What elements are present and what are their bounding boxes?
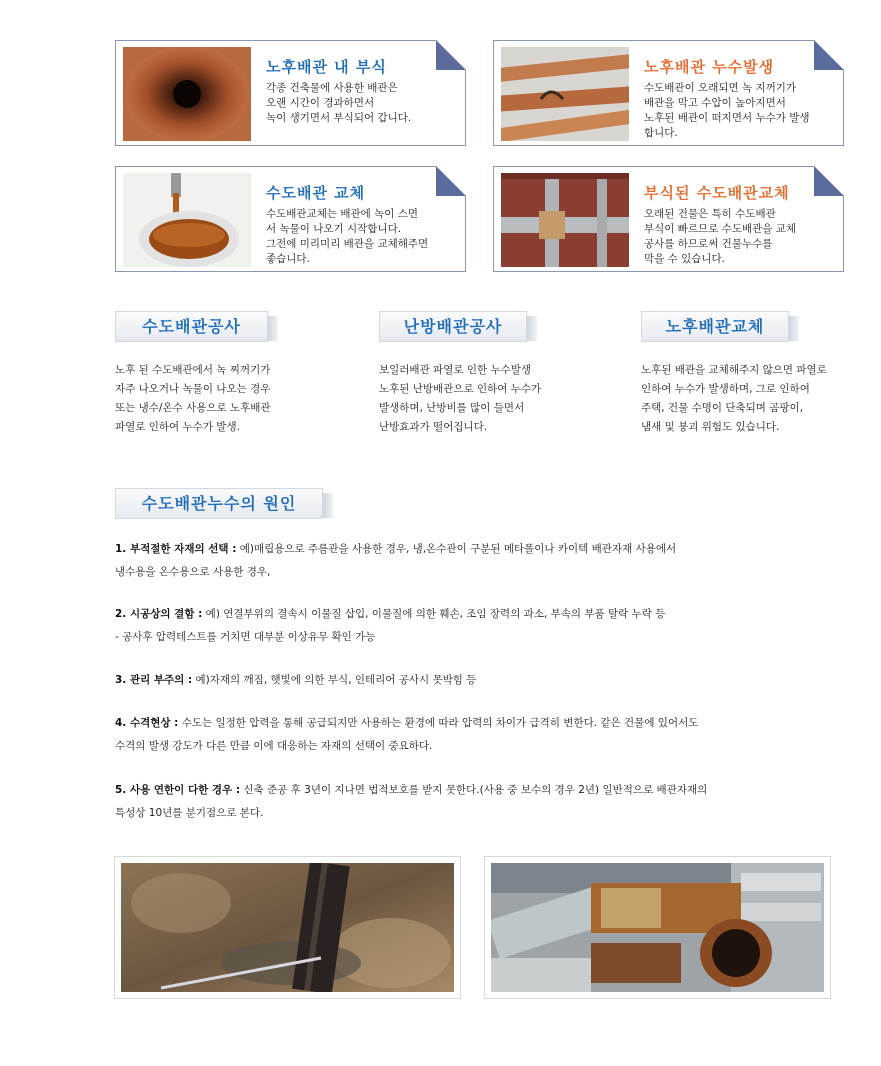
cause-text: [115, 717, 698, 752]
section-text-water-pipe: [115, 361, 355, 437]
tab-old-pipe-replacement: [641, 311, 789, 342]
tab-leak-causes: [115, 488, 323, 519]
section-line: 노후된 난방배관으로 인하여 누수가: [379, 383, 542, 395]
desc-line: 오래된 건물은 특히 수도배관: [644, 208, 776, 220]
buried-pipe-photo: [121, 863, 454, 992]
cause-item: [115, 669, 845, 692]
tab-shadow: [789, 316, 799, 341]
section-text-old-pipe: [641, 361, 881, 437]
card-corrosion: [115, 40, 466, 146]
tab-label: 노후배관교체: [665, 317, 765, 336]
section-line: 냄새 및 붕괴 위험도 있습니다.: [641, 421, 780, 433]
section-line: 보일러배관 파열로 인한 누수발생: [379, 364, 532, 376]
cause-label: 2. 시공상의 결함 :: [115, 608, 203, 620]
cause-text-line: 수격의 발생 강도가 다른 만큼 이에 대응하는 자재의 선택이 중요하다.: [115, 740, 433, 752]
cause-text: 예)매립용으로 주름관을 사용한 경우, 냉,온수관이 구분된 메타폴이나 카이텍 배관자재 사용에서: [239, 543, 677, 555]
cause-label: 4. 수격현상 :: [115, 717, 179, 729]
cause-text-line: 신축 준공 후 3년이 지나면 법적보호를 받지 못한다.(사용 중 보수의 경우 2년) 일반적으로 배관자재의: [243, 784, 708, 796]
desc-line: 노후된 배관이 떠지면서 누수가 발생: [644, 112, 810, 124]
cause-item: [115, 779, 845, 825]
desc-line: 합니다.: [644, 127, 678, 139]
cause-item: [115, 603, 845, 649]
tab-label: 수도배관누수의 원인: [141, 494, 297, 513]
tab-heating-pipe-work: [379, 311, 527, 342]
section-line: 자주 나오거나 녹물이 나오는 경우: [115, 383, 271, 395]
desc-line: 배관을 막고 수압이 높아지면서: [644, 97, 786, 109]
desc-line: 공사를 하므로써 건물누수를: [644, 238, 773, 250]
card-leak: [493, 40, 844, 146]
desc-line: 녹이 생기면서 부식되어 갑니다.: [266, 112, 412, 124]
cause-text-line: 예) 연결부위의 결속시 이물질 삽입, 이물질에 의한 훼손, 조임 장력의 과소, 부속의 부품 탈락 누락 등: [205, 608, 666, 620]
desc-line: 수도배관이 오래되면 녹 지꺼기가: [644, 82, 797, 94]
rusty-water-image: [123, 173, 251, 267]
tab-shadow: [268, 316, 278, 341]
cause-text: 예)자재의 깨짐, 햇빛에 의한 부식, 인테리어 공사시 못박힘 등: [195, 674, 477, 686]
cause-text-line: - 공사후 압력테스트를 거치면 대부분 이상유무 확인 가능: [115, 631, 376, 643]
desc-line: 오랜 시간이 경과하면서: [266, 97, 375, 109]
section-line: 노후 된 수도배관에서 녹 찌꺼기가: [115, 364, 271, 376]
page-fold-icon: [814, 40, 844, 70]
desc-line: 그전에 미리미리 배관을 교체해주면: [266, 238, 429, 250]
card-corroded-replacement: [493, 166, 844, 272]
card-title: 노후배관 내 부식: [266, 58, 387, 76]
tab-shadow: [323, 493, 333, 518]
card-description: [266, 81, 458, 126]
corroded-pipe-joint-image: [501, 173, 629, 267]
page-fold-icon: [814, 166, 844, 196]
cause-label: 5. 사용 연한이 다한 경우 :: [115, 784, 241, 796]
section-line: 파열로 인하여 누수가 발생.: [115, 421, 240, 433]
section-line: 주택, 건물 수명이 단축되며 곰팡이,: [641, 402, 804, 414]
section-line: 또는 냉수/온수 사용으로 노후배관: [115, 402, 271, 414]
card-replacement: [115, 166, 466, 272]
desc-line: 막을 수 있습니다.: [644, 253, 726, 265]
card-description: [266, 207, 458, 267]
photo-rusty-pipes: [484, 856, 831, 999]
card-title: 수도배관 교체: [266, 184, 366, 202]
section-text-heating-pipe: [379, 361, 619, 437]
desc-line: 좋습니다.: [266, 253, 310, 265]
section-line: 발생하며, 난방비를 많이 들면서: [379, 402, 525, 414]
tab-water-pipe-work: [115, 311, 268, 342]
cause-item: [115, 538, 845, 584]
tab-shadow: [527, 316, 537, 341]
corroded-pipe-image: [123, 47, 251, 141]
desc-line: 각종 건축물에 사용한 배관은: [266, 82, 398, 94]
leaking-pipe-image: [501, 47, 629, 141]
cause-item: [115, 712, 845, 758]
desc-line: 수도배관교체는 배관에 녹이 스면: [266, 208, 419, 220]
cause-text-line: 특성상 10년를 분기점으로 본다.: [115, 807, 264, 819]
tab-label: 수도배관공사: [142, 317, 241, 336]
cause-text: 냉수용을 온수용으로 사용한 경우,: [115, 566, 271, 578]
rusty-pipes-photo: [491, 863, 824, 992]
page-fold-icon: [436, 40, 466, 70]
section-line: 난방효과가 떨어집니다.: [379, 421, 488, 433]
cause-label: 1. 부적절한 자재의 선택 :: [115, 543, 237, 555]
section-line: 인하여 누수가 발생하며, 그로 인하여: [641, 383, 810, 395]
card-title: 노후배관 누수발생: [644, 58, 775, 76]
cause-label: 3. 관리 부주의 :: [115, 674, 193, 686]
cause-text-line: 수도는 일정한 압력을 통해 공급되지만 사용하는 환경에 따라 압력의 차이가 급격히 변한다. 같은 건물에 있어서도: [181, 717, 699, 729]
page-fold-icon: [436, 166, 466, 196]
card-description: [644, 207, 836, 267]
card-description: [644, 81, 836, 141]
card-title: 부식된 수도배관교체: [644, 184, 790, 202]
desc-line: 서 녹물이 나오기 시작합니다.: [266, 223, 402, 235]
tab-label: 난방배관공사: [403, 317, 503, 336]
photo-buried-leak: [114, 856, 461, 999]
section-line: 노후된 배관을 교체해주지 않으면 파열로: [641, 364, 827, 376]
desc-line: 부식이 빠르므로 수도배관을 교체: [644, 223, 797, 235]
